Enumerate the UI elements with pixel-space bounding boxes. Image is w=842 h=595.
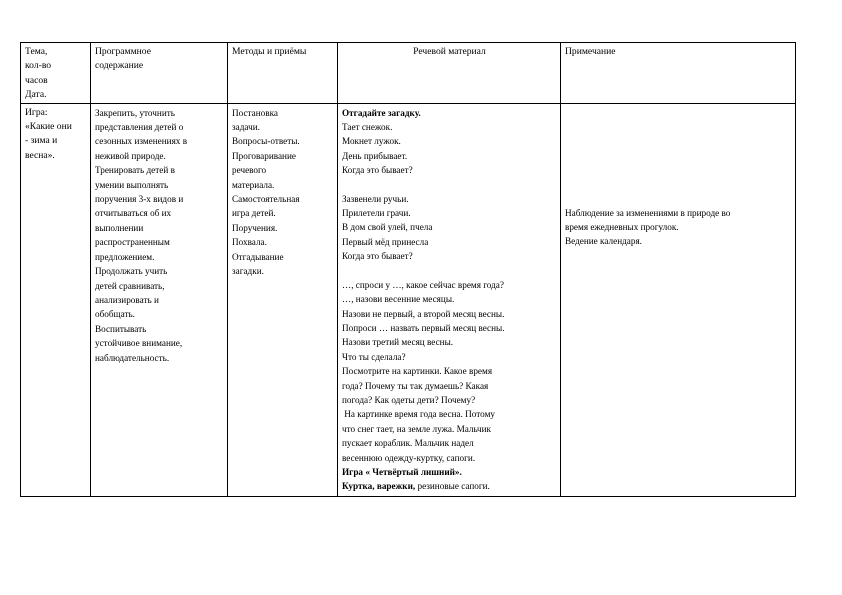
riddle-line: Прилетели грачи. xyxy=(342,208,411,219)
method-line: материала. xyxy=(232,179,275,190)
program-line: представления детей о xyxy=(95,122,184,133)
program-line: выполнении xyxy=(95,222,144,233)
riddle-line: В дом свой улей, пчела xyxy=(342,222,433,233)
program-line: Закрепить, уточнить xyxy=(95,107,175,118)
riddle-line: Когда это бывает? xyxy=(342,165,413,176)
note-line: Ведение календаря. xyxy=(565,236,642,247)
spacer xyxy=(342,264,557,278)
method-line: Самостоятельная xyxy=(232,194,300,205)
riddle-line: Тает снежок. xyxy=(342,122,393,133)
program-line: обобщать. xyxy=(95,309,135,320)
method-line: игра детей. xyxy=(232,208,276,219)
dialog-line: весеннюю одежду-куртку, сапоги. xyxy=(342,452,476,463)
dialog-line: На картинке время года весна. Потому xyxy=(342,409,495,420)
program-line: распространенным xyxy=(95,237,170,248)
game-items-bold: Куртка, варежки, xyxy=(342,481,416,492)
spacer xyxy=(342,178,557,192)
theme-line: «Какие они xyxy=(25,121,72,133)
header-methods xyxy=(228,43,338,104)
dialog-line: погода? Как одеты дети? Почему? xyxy=(342,394,476,405)
game-items-rest: резиновые сапоги. xyxy=(415,481,490,492)
method-line: загадки. xyxy=(232,266,264,277)
method-line: речевого xyxy=(232,165,267,176)
lesson-plan-table xyxy=(20,42,796,497)
note-block xyxy=(565,106,792,249)
riddle-line: Когда это бывает? xyxy=(342,251,413,262)
cell-methods xyxy=(228,103,338,496)
dialog-line: что снег тает, на земле лужа. Мальчик xyxy=(342,423,491,434)
riddle-line: Мокнет лужок. xyxy=(342,136,401,147)
header-theme-line: Дата. xyxy=(25,89,47,101)
dialog-line: Что ты сделала? xyxy=(342,351,406,362)
header-theme-line: часов xyxy=(25,74,48,86)
header-program-line: Программное xyxy=(95,46,151,57)
program-line: сезонных изменениях в xyxy=(95,136,188,147)
dialog-line: Назови не первый, а второй месяц весны. xyxy=(342,308,505,319)
table-header-row xyxy=(21,43,796,104)
method-line: Проговаривание xyxy=(232,150,296,161)
note-line: время ежедневных прогулок. xyxy=(565,222,679,233)
theme-line: - зима и xyxy=(25,135,58,147)
dialog-line: …, спроси у …, какое сейчас время года? xyxy=(342,279,504,290)
dialog-line: Посмотрите на картинки. Какое время xyxy=(342,366,493,377)
header-program xyxy=(91,43,228,104)
program-line: Воспитывать xyxy=(95,323,147,334)
header-theme xyxy=(21,43,91,104)
program-line: устойчивое внимание, xyxy=(95,338,183,349)
header-theme-line: Тема, xyxy=(25,46,48,57)
program-line: Продолжать учить xyxy=(95,266,168,277)
program-line: предложением. xyxy=(95,251,155,262)
header-speech xyxy=(338,43,561,104)
program-line: детей сравнивать, xyxy=(95,280,165,291)
theme-line: весна». xyxy=(25,149,55,161)
dialog-line: Назови третий месяц весны. xyxy=(342,337,454,348)
game-items-line xyxy=(342,479,557,493)
program-line: неживой природе. xyxy=(95,150,166,161)
method-line: Похвала. xyxy=(232,237,267,248)
header-program-line: содержание xyxy=(95,60,144,72)
cell-speech xyxy=(338,103,561,496)
riddle-line: День прибывает. xyxy=(342,150,408,161)
program-line: отчитываться об их xyxy=(95,208,172,219)
header-note-label: Примечание xyxy=(565,46,616,57)
riddle-title: Отгадайте загадку. xyxy=(342,107,421,118)
program-line: умении выполнять xyxy=(95,179,169,190)
cell-theme xyxy=(21,103,91,496)
header-speech-label: Речевой материал xyxy=(413,46,486,57)
program-line: Тренировать детей в xyxy=(95,165,175,176)
dialog-line: года? Почему ты так думаешь? Какая xyxy=(342,380,489,391)
program-line: наблюдательность. xyxy=(95,352,170,363)
note-line: Наблюдение за изменениями в природе во xyxy=(565,207,731,218)
riddle-line: Первый мёд принесла xyxy=(342,236,429,247)
header-note xyxy=(561,43,796,104)
method-line: Постановка xyxy=(232,107,278,118)
game-title: Игра « Четвёртый лишний». xyxy=(342,466,462,477)
program-line: поручения 3-х видов и xyxy=(95,194,184,205)
theme-line: Игра: xyxy=(25,106,48,118)
method-line: Поручения. xyxy=(232,222,278,233)
dialog-line: пускает кораблик. Мальчик надел xyxy=(342,438,474,449)
cell-note xyxy=(561,103,796,496)
method-line: Отгадывание xyxy=(232,251,284,262)
dialog-line: Попроси … назвать первый месяц весны. xyxy=(342,322,505,333)
riddle-line: Зазвенели ручьи. xyxy=(342,193,409,204)
dialog-line: …, назови весенние месяцы. xyxy=(342,294,455,305)
program-line: анализировать и xyxy=(95,294,159,305)
cell-program xyxy=(91,103,228,496)
table-content-row xyxy=(21,103,796,496)
method-line: задачи. xyxy=(232,122,260,133)
header-methods-label: Методы и приёмы xyxy=(232,46,307,57)
header-theme-line: кол-во xyxy=(25,60,52,72)
method-line: Вопросы-ответы. xyxy=(232,136,300,147)
